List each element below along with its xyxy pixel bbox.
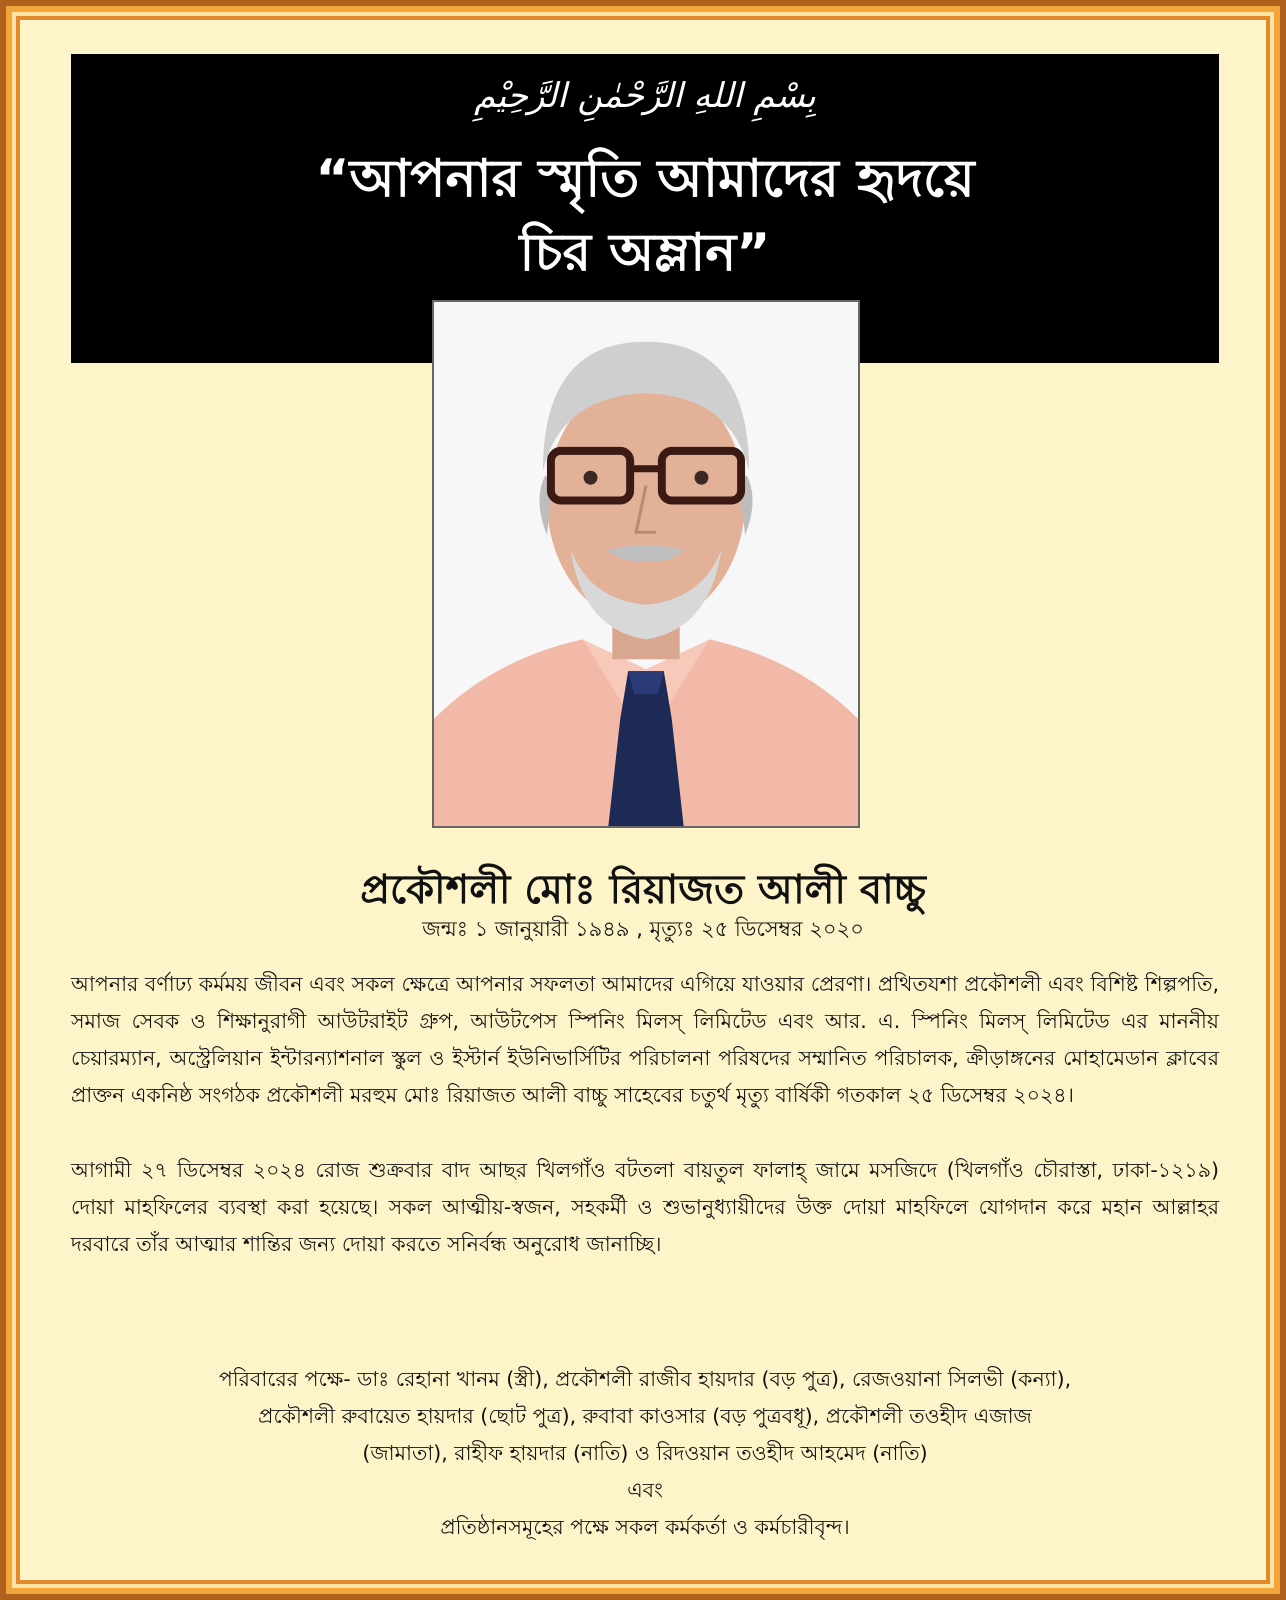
portrait-illustration: [434, 302, 858, 826]
signature-line-3: (জামাতা), রাহীফ হায়দার (নাতি) ও রিদওয়ান তওহীদ আহমেদ (নাতি): [362, 1441, 928, 1465]
portrait-photo: [432, 300, 860, 828]
signature-line-2: প্রকৌশলী রুবায়েত হায়দার (ছোট পুত্র), রুবাবা কাওসার (বড় পুত্রবধূ), প্রকৌশলী তওহীদ এজাজ: [258, 1404, 1032, 1428]
signature-line-4: এবং: [627, 1478, 663, 1502]
birth-death-dates: জন্মঃ ১ জানুয়ারী ১৯৪৯ , মৃত্যুঃ ২৫ ডিসেম্বর ২০২০: [422, 917, 864, 941]
prayer-announcement-paragraph: আগামী ২৭ ডিসেম্বর ২০২৪ রোজ শুক্রবার বাদ আছর খিলগাঁও বটতলা বায়তুল ফালাহ্ জামে মসজিদে (খিলগাঁও চৌরাস্তা, ঢাকা-১২১৯) দোয়া মাহফিলের ব্যবস্থা করা হয়েছে। সকল আত্মীয়-স্বজন, সহকর্মী ও শুভানুধ্যায়ীদের উক্ত দোয়া মাহফিলে যোগদান করে মহান আল্লাহর দরবারে তাঁর আত্মার শান্তির জন্য দোয়া করতে সনির্বন্ধ অনুরোধ জানাচ্ছি।: [71, 1158, 1219, 1256]
bismillah-calligraphy: بِسْمِ اللهِ الرَّحْمٰنِ الرَّحِيْمِ: [474, 76, 816, 116]
headline-line-2: চির অম্লান”: [519, 223, 771, 283]
deceased-name: প্রকৌশলী মোঃ রিয়াজত আলী বাচ্চু: [360, 867, 926, 913]
tribute-paragraph: আপনার বর্ণাঢ্য কর্মময় জীবন এবং সকল ক্ষেত্রে আপনার সফলতা আমাদের এগিয়ে যাওয়ার প্রেরণা। প্রথিতযশা প্রকৌশলী এবং বিশিষ্ট শিল্পপতি, সমাজ সেবক ও শিক্ষানুরাগী আউটরাইট গ্রুপ, আউটপেস স্পিনিং মিলস্ লিমিটেড এবং আর. এ. স্পিনিং মিলস্ লিমিটেড এর মাননীয় চেয়ারম্যান, অস্ট্রেলিয়ান ইন্টারন্যাশনাল স্কুল ও ইস্টার্ন ইউনিভার্সিটির পরিচালনা পরিষদের সম্মানিত পরিচালক, ক্রীড়াঙ্গনের মোহামেডান ক্লাবের প্রাক্তন একনিষ্ঠ সংগঠক প্রকৌশলী মরহুম মোঃ রিয়াজত আলী বাচ্চু সাহেবের চতুর্থ মৃত্যু বার্ষিকী গতকাল ২৫ ডিসেম্বর ২০২৪।: [71, 972, 1219, 1107]
signature-block: [71, 1361, 1219, 1546]
signature-line-5: প্রতিষ্ঠানসমূহের পক্ষে সকল কর্মকর্তা ও কর্মচারীবৃন্দ।: [440, 1515, 850, 1539]
headline-line-1: “আপনার স্মৃতি আমাদের হৃদয়ে: [315, 149, 975, 209]
headline: [71, 142, 1219, 290]
signature-line-1: পরিবারের পক্ষে- ডাঃ রেহানা খানম (স্ত্রী), প্রকৌশলী রাজীব হায়দার (বড় পুত্র), রেজওয়ানা সিলভী (কন্যা),: [218, 1367, 1072, 1391]
